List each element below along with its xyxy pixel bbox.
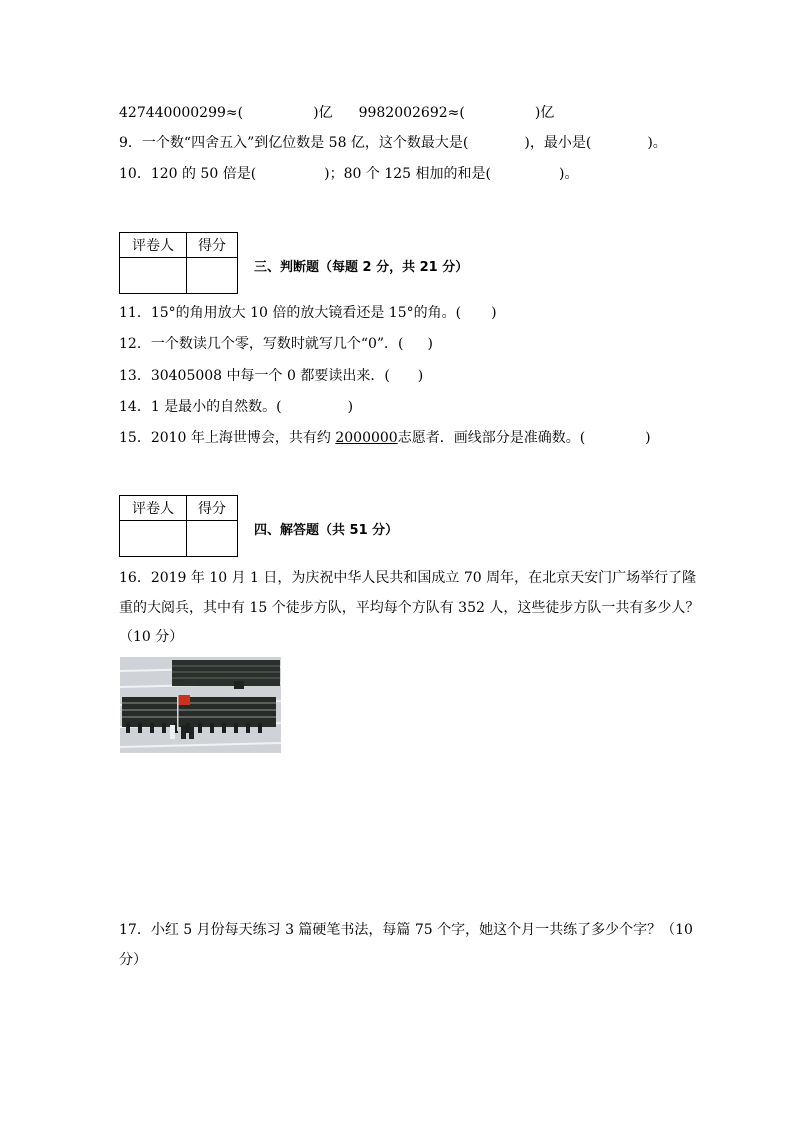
q13-close: ) <box>417 368 424 384</box>
q10-text-3: )。 <box>558 166 579 182</box>
question-13 <box>119 366 423 386</box>
q13-text: 13．30405008 中每一个 0 都要读出来．( <box>119 368 390 384</box>
q8a-unit: )亿 <box>313 105 333 121</box>
grader-header: 评卷人 <box>120 496 187 521</box>
question-17-line-1: 17．小红 5 月份每天练习 3 篇硬笔书法，每篇 75 个字，她这个月一共练了多少个字？（10 <box>119 922 693 938</box>
score-cell[interactable] <box>187 521 238 557</box>
parade-photo <box>120 657 281 753</box>
q10-text-2: )；80 个 125 相加的和是( <box>324 166 491 182</box>
score-table-section-3 <box>119 232 238 294</box>
q9-text-2: )，最小是( <box>524 135 592 151</box>
question-16-line-2: 重的大阅兵，其中有 15 个徒步方队，平均每个方队有 352 人，这些徒步方队一共有多少人？ <box>119 600 700 616</box>
grader-cell[interactable] <box>120 258 187 294</box>
q9-text-3: )。 <box>647 135 667 151</box>
question-17-line-2: 分） <box>119 952 147 968</box>
question-9 <box>119 133 667 153</box>
q8b-unit: )亿 <box>534 105 555 121</box>
grader-cell[interactable] <box>120 521 187 557</box>
score-header: 得分 <box>187 233 238 258</box>
score-cell[interactable] <box>187 258 238 294</box>
question-16-line-1: 16．2019 年 10 月 1 日，为庆祝中华人民共和国成立 70 周年，在北京天安门广场举行了隆 <box>119 570 697 586</box>
q15-underlined-number: 2000000 <box>335 430 398 446</box>
score-header: 得分 <box>187 496 238 521</box>
section-4-title: 四、解答题（共 51 分） <box>254 523 399 538</box>
q12-close: ) <box>427 336 433 352</box>
q11-close: ) <box>491 305 497 321</box>
q15-text-before: 15．2010 年上海世博会，共有约 <box>119 430 336 446</box>
q9-text-1: 9．一个数“四舍五入”到亿位数是 58 亿，这个数最大是( <box>119 135 469 151</box>
question-11 <box>119 303 497 323</box>
section-3-title: 三、判断题（每题 2 分，共 21 分） <box>254 260 469 275</box>
question-14 <box>119 397 353 417</box>
q8-continuation <box>119 103 554 123</box>
grader-header: 评卷人 <box>120 233 187 258</box>
q10-text-1: 10．120 的 50 倍是( <box>119 166 257 182</box>
q8a-number: 427440000299≈( <box>119 105 244 121</box>
score-table-section-4 <box>119 495 238 557</box>
question-16-line-3: （10 分） <box>119 629 184 645</box>
q14-close: ) <box>347 399 354 415</box>
q14-text: 14．1 是最小的自然数。( <box>119 399 282 415</box>
question-15 <box>119 428 651 448</box>
q15-text-after: 志愿者．画线部分是准确数。( <box>397 430 586 446</box>
q8b-number: 9982002692≈( <box>358 105 465 121</box>
q12-text: 12．一个数读几个零，写数时就写几个“0”．( <box>119 336 404 352</box>
question-10 <box>119 164 578 184</box>
question-12 <box>119 334 433 354</box>
q15-close: ) <box>645 430 651 446</box>
q11-text: 11．15°的角用放大 10 倍的放大镜看还是 15°的角。( <box>119 305 462 321</box>
